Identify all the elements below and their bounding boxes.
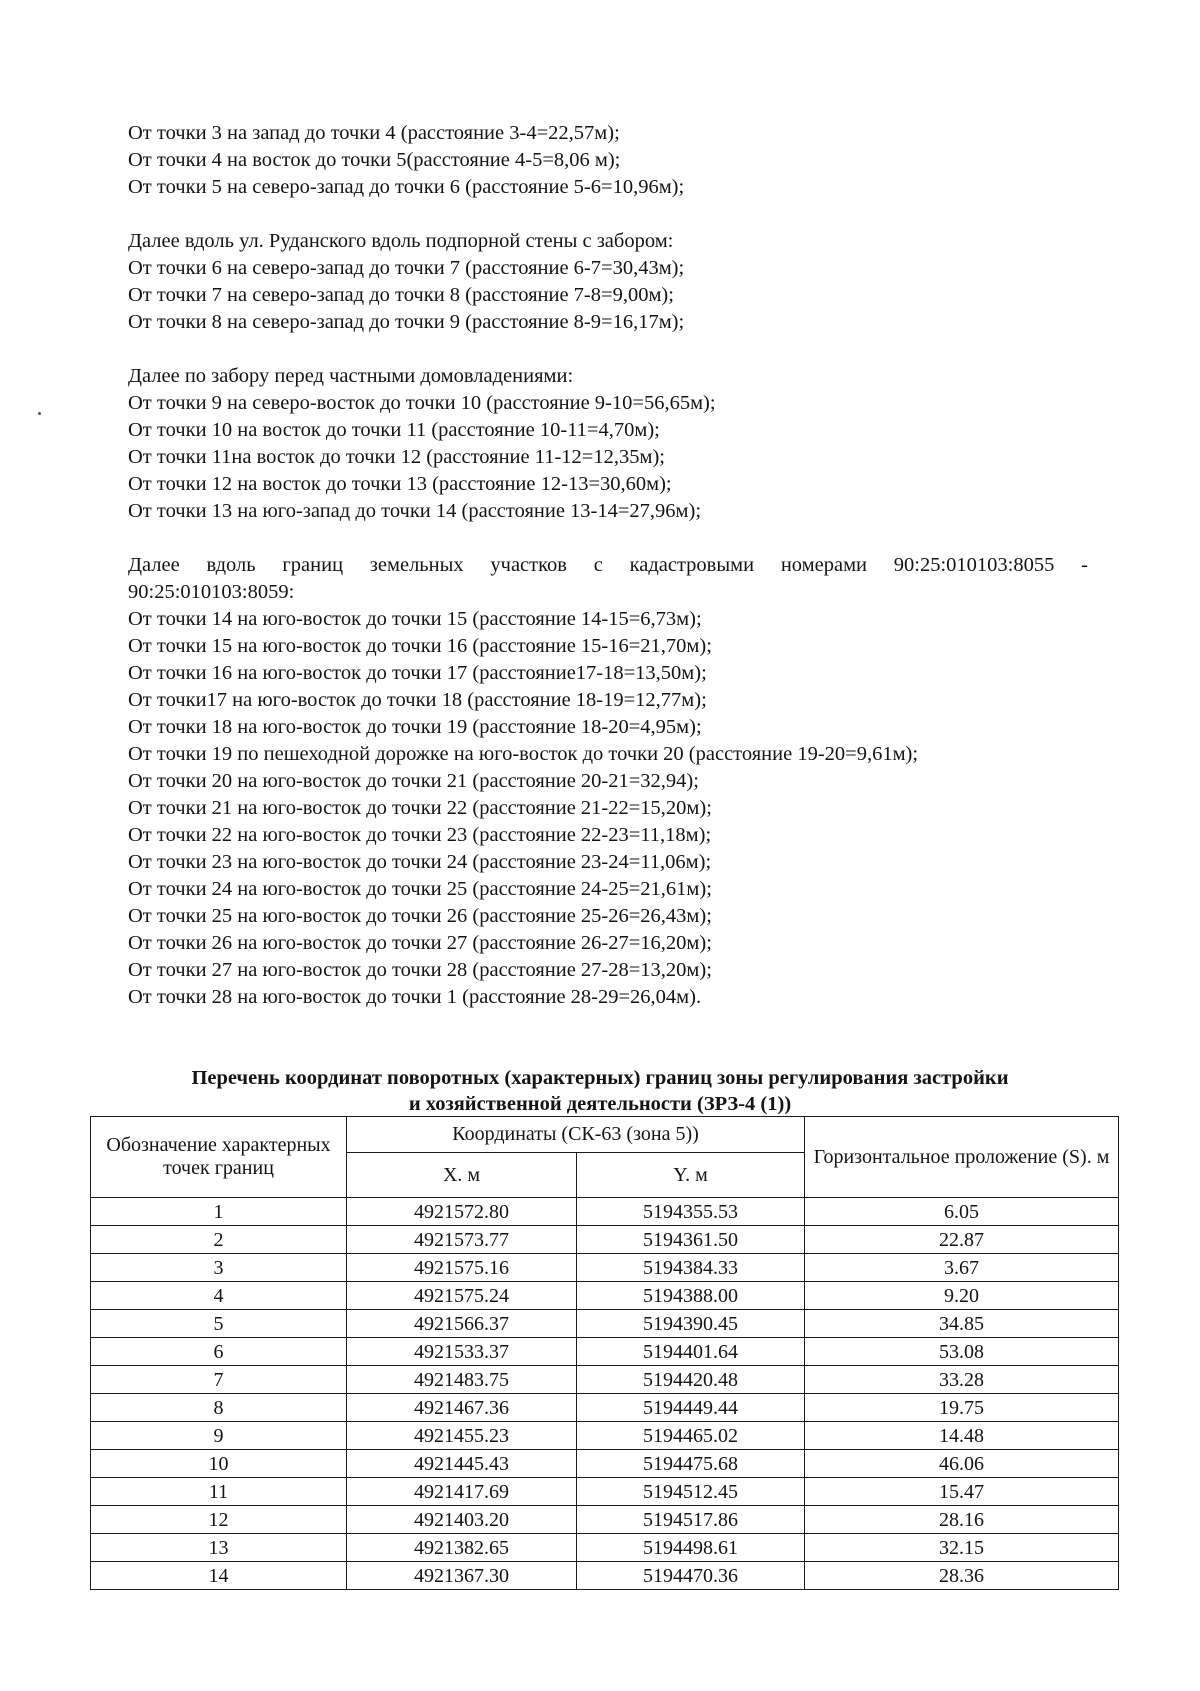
x-coordinate-cell: 4921455.23 bbox=[347, 1422, 577, 1450]
table-row bbox=[91, 1310, 1119, 1338]
heading-word: вдоль bbox=[206, 554, 256, 576]
distance-cell: 53.08 bbox=[805, 1338, 1119, 1366]
heading-word: Далее bbox=[128, 554, 180, 576]
x-coordinate-cell: 4921382.65 bbox=[347, 1534, 577, 1562]
column-header-x: X. м bbox=[347, 1153, 577, 1198]
point-number-cell: 6 bbox=[91, 1338, 347, 1366]
coordinates-table bbox=[90, 1116, 1119, 1590]
heading-word: кадастровыми bbox=[629, 554, 755, 576]
x-coordinate-cell: 4921403.20 bbox=[347, 1506, 577, 1534]
y-coordinate-cell: 5194517.86 bbox=[577, 1506, 805, 1534]
x-coordinate-cell: 4921533.37 bbox=[347, 1338, 577, 1366]
text-line: 90:25:010103:8059: bbox=[128, 581, 295, 603]
distance-cell: 6.05 bbox=[805, 1198, 1119, 1226]
text-line: От точки 16 на юго-восток до точки 17 (расстояние17-18=13,50м); bbox=[128, 662, 707, 684]
y-coordinate-cell: 5194420.48 bbox=[577, 1366, 805, 1394]
heading-word: земельных bbox=[369, 554, 464, 576]
text-line: От точки 4 на восток до точки 5(расстояние 4-5=8,06 м); bbox=[128, 149, 621, 171]
point-number-cell: 10 bbox=[91, 1450, 347, 1478]
x-coordinate-cell: 4921566.37 bbox=[347, 1310, 577, 1338]
paragraph-section-3 bbox=[128, 363, 1088, 525]
point-number-cell: 2 bbox=[91, 1226, 347, 1254]
point-number-cell: 4 bbox=[91, 1282, 347, 1310]
x-coordinate-cell: 4921417.69 bbox=[347, 1478, 577, 1506]
heading-word: границ bbox=[282, 554, 344, 576]
text-line: От точки 14 на юго-восток до точки 15 (расстояние 14-15=6,73м); bbox=[128, 608, 702, 630]
text-line: От точки 8 на северо-запад до точки 9 (расстояние 8-9=16,17м); bbox=[128, 311, 685, 333]
text-line: От точки 10 на восток до точки 11 (расстояние 10-11=4,70м); bbox=[128, 419, 660, 441]
y-coordinate-cell: 5194388.00 bbox=[577, 1282, 805, 1310]
section-heading: Далее по забору перед частными домовладениями: bbox=[128, 365, 574, 387]
boundary-description bbox=[128, 120, 1088, 1011]
x-coordinate-cell: 4921575.16 bbox=[347, 1254, 577, 1282]
scan-speck bbox=[38, 412, 41, 415]
heading-word: 90:25:010103:8055 bbox=[893, 554, 1055, 576]
column-header-points: Обозначение характерных точек границ bbox=[91, 1117, 347, 1198]
x-coordinate-cell: 4921467.36 bbox=[347, 1394, 577, 1422]
distance-cell: 19.75 bbox=[805, 1394, 1119, 1422]
table-title-line: Перечень координат поворотных (характерных) границ зоны регулирования застройки bbox=[191, 1067, 1009, 1089]
x-coordinate-cell: 4921483.75 bbox=[347, 1366, 577, 1394]
table-row bbox=[91, 1478, 1119, 1506]
heading-word: участков bbox=[490, 554, 567, 576]
x-coordinate-cell: 4921367.30 bbox=[347, 1562, 577, 1590]
text-line: От точки 27 на юго-восток до точки 28 (расстояние 27-28=13,20м); bbox=[128, 959, 712, 981]
table-row bbox=[91, 1254, 1119, 1282]
text-line: От точки 7 на северо-запад до точки 8 (расстояние 7-8=9,00м); bbox=[128, 284, 674, 306]
section-heading-justified bbox=[128, 552, 1088, 579]
table-row bbox=[91, 1394, 1119, 1422]
section-heading: Далее вдоль ул. Руданского вдоль подпорной стены с забором: bbox=[128, 230, 674, 252]
distance-cell: 9.20 bbox=[805, 1282, 1119, 1310]
text-line: От точки 12 на восток до точки 13 (расстояние 12-13=30,60м); bbox=[128, 473, 672, 495]
distance-cell: 14.48 bbox=[805, 1422, 1119, 1450]
y-coordinate-cell: 5194390.45 bbox=[577, 1310, 805, 1338]
point-number-cell: 5 bbox=[91, 1310, 347, 1338]
column-header-distance: Горизонтальное проложение (S). м bbox=[805, 1117, 1119, 1198]
table-row bbox=[91, 1534, 1119, 1562]
distance-cell: 3.67 bbox=[805, 1254, 1119, 1282]
text-line: От точки 23 на юго-восток до точки 24 (расстояние 23-24=11,06м); bbox=[128, 851, 712, 873]
table-row bbox=[91, 1198, 1119, 1226]
text-line: От точки 20 на юго-восток до точки 21 (расстояние 20-21=32,94); bbox=[128, 770, 699, 792]
y-coordinate-cell: 5194470.36 bbox=[577, 1562, 805, 1590]
table-title bbox=[90, 1065, 1110, 1117]
point-number-cell: 9 bbox=[91, 1422, 347, 1450]
x-coordinate-cell: 4921572.80 bbox=[347, 1198, 577, 1226]
text-line: От точки 25 на юго-восток до точки 26 (расстояние 25-26=26,43м); bbox=[128, 905, 712, 927]
y-coordinate-cell: 5194401.64 bbox=[577, 1338, 805, 1366]
text-line: От точки 21 на юго-восток до точки 22 (расстояние 21-22=15,20м); bbox=[128, 797, 712, 819]
text-line: От точки 24 на юго-восток до точки 25 (расстояние 24-25=21,61м); bbox=[128, 878, 712, 900]
table-row bbox=[91, 1226, 1119, 1254]
point-number-cell: 1 bbox=[91, 1198, 347, 1226]
table-row bbox=[91, 1338, 1119, 1366]
text-line: От точки 11на восток до точки 12 (расстояние 11-12=12,35м); bbox=[128, 446, 665, 468]
distance-cell: 32.15 bbox=[805, 1534, 1119, 1562]
point-number-cell: 11 bbox=[91, 1478, 347, 1506]
text-line: От точки 22 на юго-восток до точки 23 (расстояние 22-23=11,18м); bbox=[128, 824, 712, 846]
heading-word: с bbox=[593, 554, 603, 576]
text-line: От точки 15 на юго-восток до точки 16 (расстояние 15-16=21,70м); bbox=[128, 635, 712, 657]
text-line: От точки 9 на северо-восток до точки 10 (расстояние 9-10=56,65м); bbox=[128, 392, 716, 414]
table-row bbox=[91, 1366, 1119, 1394]
point-number-cell: 7 bbox=[91, 1366, 347, 1394]
text-line: От точки 18 на юго-восток до точки 19 (расстояние 18-20=4,95м); bbox=[128, 716, 702, 738]
table-row bbox=[91, 1562, 1119, 1590]
text-line: От точки 6 на северо-запад до точки 7 (расстояние 6-7=30,43м); bbox=[128, 257, 685, 279]
y-coordinate-cell: 5194361.50 bbox=[577, 1226, 805, 1254]
text-line: От точки 5 на северо-запад до точки 6 (расстояние 5-6=10,96м); bbox=[128, 176, 685, 198]
point-number-cell: 8 bbox=[91, 1394, 347, 1422]
point-number-cell: 14 bbox=[91, 1562, 347, 1590]
paragraph-section-1 bbox=[128, 120, 1088, 201]
y-coordinate-cell: 5194449.44 bbox=[577, 1394, 805, 1422]
x-coordinate-cell: 4921575.24 bbox=[347, 1282, 577, 1310]
table-row bbox=[91, 1422, 1119, 1450]
x-coordinate-cell: 4921445.43 bbox=[347, 1450, 577, 1478]
distance-cell: 15.47 bbox=[805, 1478, 1119, 1506]
distance-cell: 33.28 bbox=[805, 1366, 1119, 1394]
table-title-line: и хозяйственной деятельности (ЗРЗ-4 (1)) bbox=[408, 1093, 792, 1115]
text-line: От точки 26 на юго-восток до точки 27 (расстояние 26-27=16,20м); bbox=[128, 932, 712, 954]
text-line: От точки 28 на юго-восток до точки 1 (расстояние 28-29=26,04м). bbox=[128, 986, 702, 1008]
y-coordinate-cell: 5194475.68 bbox=[577, 1450, 805, 1478]
table-row bbox=[91, 1450, 1119, 1478]
text-line: От точки17 на юго-восток до точки 18 (расстояние 18-19=12,77м); bbox=[128, 689, 707, 711]
y-coordinate-cell: 5194465.02 bbox=[577, 1422, 805, 1450]
point-number-cell: 3 bbox=[91, 1254, 347, 1282]
column-header-y: Y. м bbox=[577, 1153, 805, 1198]
y-coordinate-cell: 5194355.53 bbox=[577, 1198, 805, 1226]
distance-cell: 46.06 bbox=[805, 1450, 1119, 1478]
text-line: От точки 13 на юго-запад до точки 14 (расстояние 13-14=27,96м); bbox=[128, 500, 702, 522]
table-row bbox=[91, 1506, 1119, 1534]
text-line: От точки 19 по пешеходной дорожке на юго-восток до точки 20 (расстояние 19-20=9,61м); bbox=[128, 743, 919, 765]
distance-cell: 28.16 bbox=[805, 1506, 1119, 1534]
heading-word: - bbox=[1081, 554, 1088, 576]
point-number-cell: 12 bbox=[91, 1506, 347, 1534]
column-header-coordinates: Координаты (СК-63 (зона 5)) bbox=[347, 1117, 805, 1153]
table-row bbox=[91, 1282, 1119, 1310]
paragraph-section-2 bbox=[128, 228, 1088, 336]
heading-word: номерами bbox=[780, 554, 868, 576]
paragraph-section-4 bbox=[128, 552, 1088, 1011]
point-number-cell: 13 bbox=[91, 1534, 347, 1562]
distance-cell: 34.85 bbox=[805, 1310, 1119, 1338]
text-line: От точки 3 на запад до точки 4 (расстояние 3-4=22,57м); bbox=[128, 122, 620, 144]
y-coordinate-cell: 5194384.33 bbox=[577, 1254, 805, 1282]
distance-cell: 22.87 bbox=[805, 1226, 1119, 1254]
x-coordinate-cell: 4921573.77 bbox=[347, 1226, 577, 1254]
y-coordinate-cell: 5194498.61 bbox=[577, 1534, 805, 1562]
distance-cell: 28.36 bbox=[805, 1562, 1119, 1590]
y-coordinate-cell: 5194512.45 bbox=[577, 1478, 805, 1506]
